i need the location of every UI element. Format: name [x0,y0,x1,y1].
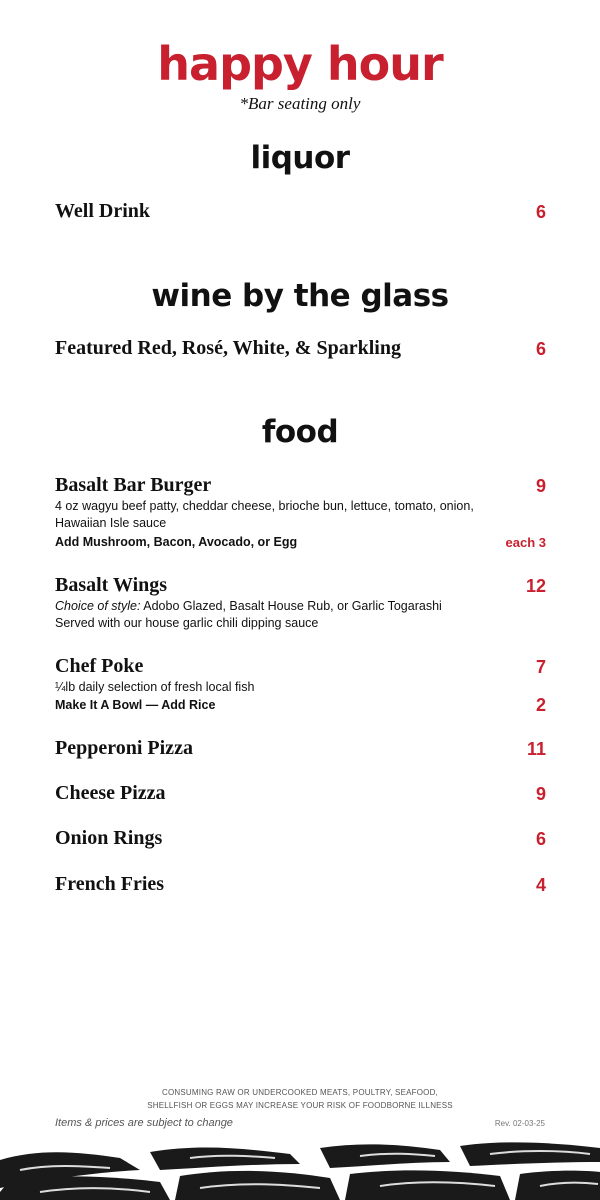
style-label: Choice of style: [55,599,141,613]
menu-item-name: Cheese Pizza [55,782,166,804]
menu-item-name: Onion Rings [55,827,163,849]
section-heading-liquor: liquor [250,140,350,176]
menu-item-name: Chef Poke [55,655,144,677]
menu-title: happy hour [157,37,443,91]
style-options: Adobo Glazed, Basalt House Rub, or Garlic Togarashi [140,599,442,613]
menu-item-price: 6 [535,202,546,222]
menu-item-price: 4 [535,875,546,895]
menu-item-addon-price: 2 [535,695,546,715]
disclaimer-line-1: CONSUMING RAW OR UNDERCOOKED MEATS, POULTRY, SEAFOOD, [162,1088,438,1097]
menu-item-name: Pepperoni Pizza [55,737,193,759]
section-heading-wine: wine by the glass [151,278,449,314]
menu-item-description: 4 oz wagyu beef patty, cheddar cheese, brioche bun, lettuce, tomato, onion, Hawaiian Isle sauce [55,499,474,530]
menu-item-description [55,598,535,615]
menu-item-name: French Fries [55,873,165,895]
disclaimer-line-2: SHELLFISH OR EGGS MAY INCREASE YOUR RISK OF FOODBORNE ILLNESS [147,1101,453,1110]
menu-item-name: Featured Red, Rosé, White, & Sparkling [55,337,401,359]
revision-date: Rev. 02-03-25 [494,1119,545,1128]
menu-item-price: 6 [535,829,546,849]
foodborne-illness-disclaimer [0,1086,600,1112]
menu-subtitle: *Bar seating only [239,94,361,113]
menu-item-addon: Make It A Bowl — Add Rice [55,698,216,712]
section-heading-food: food [261,414,339,450]
menu-item-price: 6 [535,339,546,359]
menu-item-name: Well Drink [55,200,151,222]
menu-item-description: ¼lb daily selection of fresh local fish [55,680,255,694]
menu-item-description-2: Served with our house garlic chili dipping sauce [55,616,319,630]
menu-item-addon-price: each 3 [505,535,546,550]
menu-item-price: 12 [525,576,546,596]
menu-item-name: Basalt Wings [55,574,168,596]
menu-item-price: 9 [535,784,546,804]
menu-item-price: 7 [535,657,546,677]
menu-item-price: 11 [526,739,546,759]
decorative-wave-art [0,1130,600,1200]
price-change-note: Items & prices are subject to change [55,1117,233,1129]
menu-item-addon: Add Mushroom, Bacon, Avocado, or Egg [55,535,298,549]
menu-item-price: 9 [535,476,546,496]
menu-item-name: Basalt Bar Burger [55,474,212,496]
